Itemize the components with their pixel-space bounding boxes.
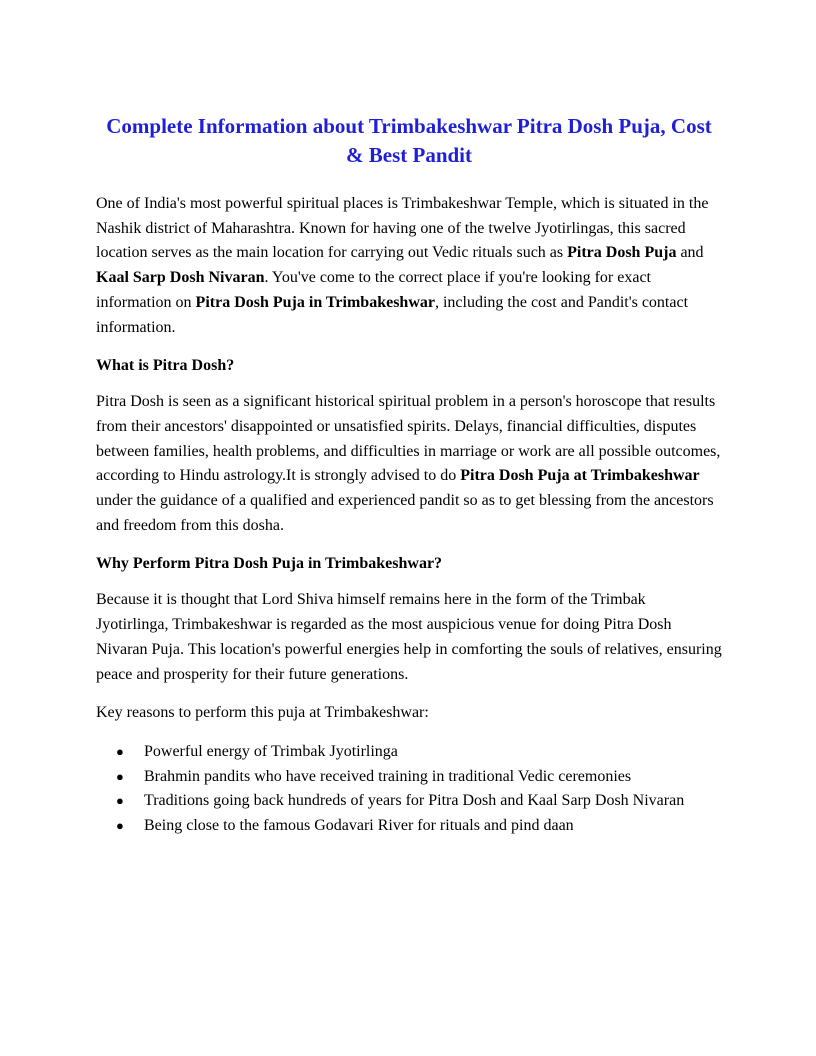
intro-paragraph bbox=[96, 192, 722, 340]
list-item bbox=[96, 740, 722, 765]
list-item-text: Brahmin pandits who have received training in traditional Vedic ceremonies bbox=[144, 767, 632, 785]
list-item bbox=[96, 789, 722, 814]
bullet-icon: ● bbox=[116, 793, 124, 809]
bullet-icon: ● bbox=[116, 743, 124, 759]
section1-bold: Pitra Dosh Puja at Trimbakeshwar bbox=[460, 467, 700, 485]
list-item bbox=[96, 814, 722, 839]
section-heading-why-perform: Why Perform Pitra Dosh Puja in Trimbakeshwar? bbox=[96, 555, 443, 573]
section1-text-2: under the guidance of a qualified and experienced pandit so as to get blessing from the ancestors and freedom from this dosha. bbox=[96, 492, 714, 534]
intro-bold-puja-trimbakeshwar: Pitra Dosh Puja in Trimbakeshwar bbox=[195, 293, 435, 311]
bullet-icon: ● bbox=[116, 818, 124, 834]
intro-text-1: One of India's most powerful spiritual places is Trimbakeshwar Temple, which is situated in the Nashik district of Maharashtra. Known for having one of the twelve Jyotirlingas, this sacred location serves as the main location for carrying out Vedic rituals such as bbox=[96, 195, 709, 262]
section1-paragraph bbox=[96, 390, 722, 538]
document-title: Complete Information about Trimbakeshwar Pitra Dosh Puja, Cost & Best Pandit bbox=[106, 114, 712, 167]
list-item-text: Powerful energy of Trimbak Jyotirlinga bbox=[144, 742, 398, 760]
intro-text-3: . You've come to the correct place if you're looking for exact information on bbox=[96, 269, 651, 311]
bullet-icon: ● bbox=[116, 768, 124, 784]
intro-bold-pitra-dosh-puja: Pitra Dosh Puja bbox=[567, 244, 677, 262]
intro-text-2: and bbox=[676, 244, 704, 262]
list-item-text: Traditions going back hundreds of years for Pitra Dosh and Kaal Sarp Dosh Nivaran bbox=[144, 792, 685, 810]
key-reasons-intro: Key reasons to perform this puja at Trimbakeshwar: bbox=[96, 704, 429, 722]
list-item-text: Being close to the famous Godavari River for rituals and pind daan bbox=[144, 817, 574, 835]
section1-text-1: Pitra Dosh is seen as a significant historical spiritual problem in a person's horoscope that results from their ancestors' disappointed or unsatisfied spirits. Delays, financial difficulties, disputes between families, health problems, and difficulties in marriage or work are all possible outcomes, according to Hindu astrology.It is strongly advised to do bbox=[96, 393, 721, 485]
intro-text-4: , including the cost and Pandit's contact information. bbox=[96, 293, 689, 336]
list-item bbox=[96, 765, 722, 790]
section-heading-what-is: What is Pitra Dosh? bbox=[96, 357, 235, 375]
document-page bbox=[96, 112, 722, 839]
key-reasons-list bbox=[96, 740, 722, 839]
section2-paragraph: Because it is thought that Lord Shiva himself remains here in the form of the Trimbak Jyotirlinga, Trimbakeshwar is regarded as the most auspicious venue for doing Pitra Dosh Nivaran Puja. This location's powerful energies help in comforting the souls of relatives, ensuring peace and prosperity for their future generations. bbox=[96, 591, 722, 683]
intro-bold-kaal-sarp: Kaal Sarp Dosh Nivaran bbox=[96, 269, 265, 287]
